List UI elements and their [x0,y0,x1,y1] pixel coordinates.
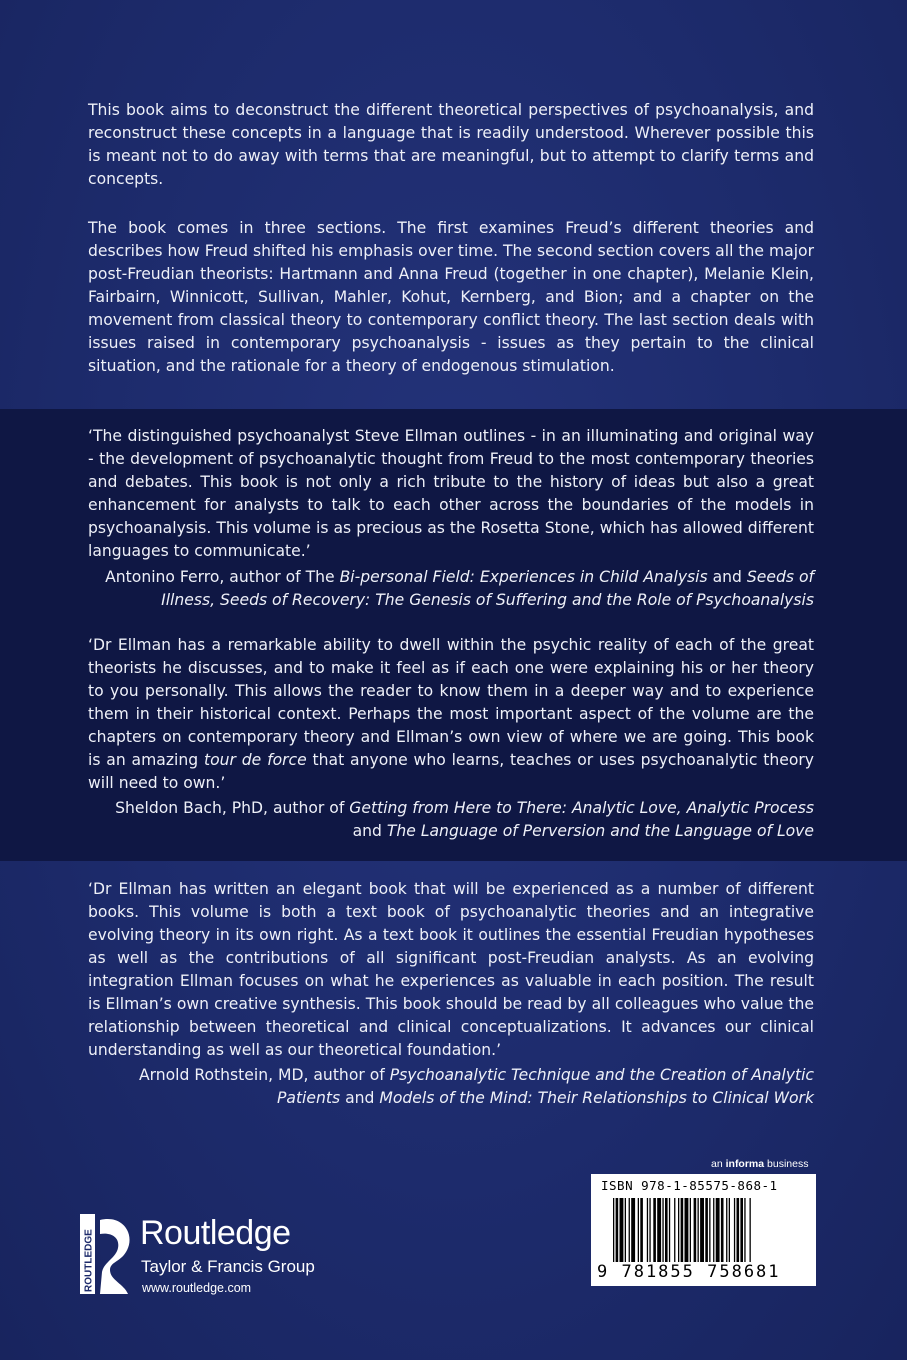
attribution-work: Bi-personal Field: Experiences in Child Analysis [339,568,708,586]
quote-text: that anyone who learns, teaches or uses psychoanalytic theory will need to own.’ [88,751,815,792]
endorsement-attribution-rothstein [88,1064,814,1110]
endorsement-attribution-bach [88,797,814,843]
barcode-digits: 9 781855 758681 [597,1262,781,1282]
barcode-bars [613,1198,803,1262]
attribution-work: Getting from Here to There: Analytic Love, Analytic Process [349,799,814,817]
endorsement-attribution-ferro [88,566,814,612]
attribution-author: Sheldon Bach, PhD, author of [115,799,350,817]
attribution-author: Antonino Ferro, author of The [105,568,340,586]
endorsement-quote-ferro: ‘The distinguished psychoanalyst Steve Ellman outlines - in an illuminating and original way - the development of psychoanalytic thought from Freud to the most contemporary theories and debates. This book is not only a rich tribute to the history of ideas but also a great enhancement for analysts to talk to each other across the boundaries of the models in psychoanalysis. This volume is as precious as the Rosetta Stone, which has allowed different languages to communicate.’ [88,427,814,560]
attribution-work: Seeds of Illness, Seeds of Recovery: The Genesis of Suffering and the Role of Psychoanalysis [161,568,814,609]
attribution-joiner: and [707,568,747,586]
publisher-group: Taylor & Francis Group [141,1257,315,1276]
attribution-work: Psychoanalytic Technique and the Creation of Analytic Patients [276,1066,814,1107]
attribution-work: Models of the Mind: Their Relationships to Clinical Work [379,1089,814,1107]
informa-prefix: an [711,1158,726,1170]
attribution-work: The Language of Perversion and the Language of Love [386,822,814,840]
attribution-joiner: and [340,1089,380,1107]
informa-brand: informa [725,1158,765,1170]
endorsement-quote-rothstein: ‘Dr Ellman has written an elegant book that will be experienced as a number of different books. This volume is both a text book of psychoanalytic theories and an integrative evolving theory in its own right. As a text book it outlines the essential Freudian hypotheses as well as the contributions of all significant post-Freudian analysts. As an evolving integration Ellman focuses on what he experiences as valuable in each position. The result is Ellman’s own creative synthesis. This book should be read by all colleagues who value the relationship between theoretical and clinical conceptualizations. It advances our clinical understanding as well as our theoretical foundation.’ [88,880,814,1059]
attribution-joiner: and [352,822,387,840]
description-paragraph-2: The book comes in three sections. The first examines Freud’s different theories and describes how Freud shifted his emphasis over time. The second section covers all the major post-Freudian theorists: Hartmann and Anna Freud (together in one chapter), Melanie Klein, Fairbairn, Winnicott, Sullivan, Mahler, Kohut, Kernberg, and Bion; and a chapter on the movement from classical theory to contemporary conflict theory. The last section deals with issues raised in contemporary psychoanalysis - issues as they pertain to the clinical situation, and the rationale for a theory of endogenous stimulation. [88,219,814,375]
description-paragraph-1: This book aims to deconstruct the different theoretical perspectives of psychoanalysis, and reconstruct these concepts in a language that is readily understood. Wherever possible this is meant not to do away with terms that are meaningful, but to attempt to clarify terms and concepts. [88,101,814,188]
publisher-name: Routledge [140,1214,291,1252]
publisher-url: www.routledge.com [142,1281,252,1295]
isbn-label: ISBN 978-1-85575-868-1 [601,1178,778,1193]
endorsement-quote-bach [88,634,814,795]
routledge-logo-icon [80,1212,136,1298]
quote-italic: tour de force [204,751,307,769]
attribution-author: Arnold Rothstein, MD, author of [138,1066,390,1084]
routledge-vertical-mark: ROUTLEDGE [83,1229,95,1292]
quote-text: ‘Dr Ellman has a remarkable ability to dwell within the psychic reality of each of the great theorists he discusses, and to make it feel as if each one were explaining his or her theory to you personally. This allows the reader to know them in a deeper way and to experience them in their historical context. Perhaps the most important aspect of the volume are the chapters on contemporary theory and Ellman’s own view of where we are going. This book is an amazing [88,636,814,769]
informa-tagline [711,1158,808,1170]
informa-suffix: business [764,1158,809,1170]
isbn-barcode [591,1174,816,1286]
